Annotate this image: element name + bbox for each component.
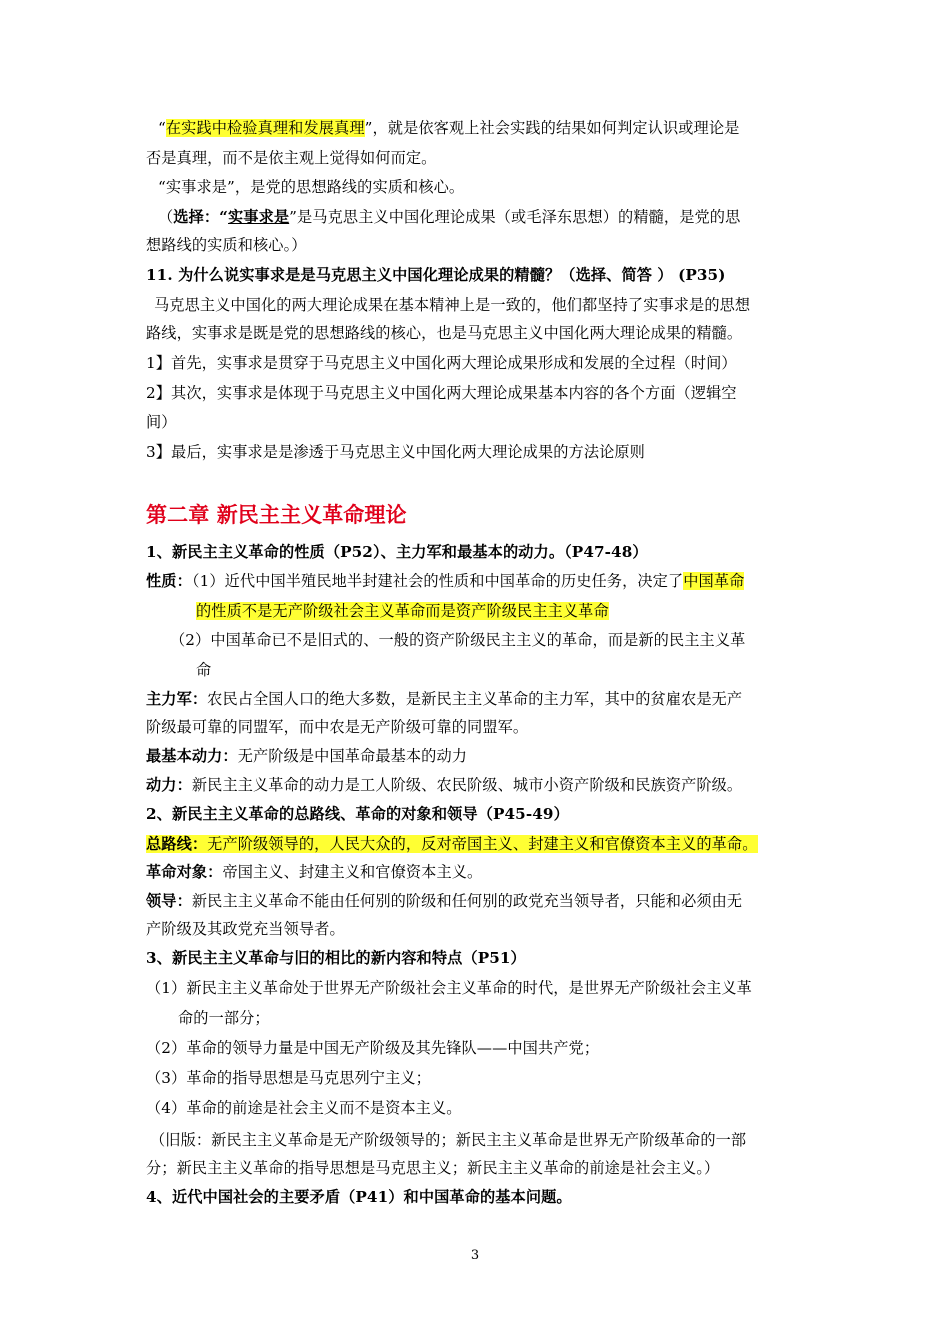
- paragraph-line: [146, 862, 482, 882]
- paragraph-line: 路线，实事求是既是党的思想路线的核心，也是马克思主义中国化两大理论成果的精髓。: [146, 324, 743, 342]
- paragraph-line: “实事求是”，是党的思想路线的实质和核心。: [158, 178, 465, 196]
- paragraph-line: [146, 746, 467, 766]
- paragraph-line: [146, 571, 744, 591]
- paragraph-line: [158, 207, 740, 227]
- paragraph-line: 2】其次，实事求是体现于马克思主义中国化两大理论成果基本内容的各个方面（逻辑空: [146, 384, 737, 402]
- question-heading: 11. 为什么说实事求是是马克思主义中国化理论成果的精髓？（选择、简答 ） (P35): [146, 266, 726, 284]
- paragraph-line: 产阶级及其政党充当领导者。: [146, 920, 345, 938]
- question-heading: 4、近代中国社会的主要矛盾（P41）和中国革命的基本问题。: [146, 1188, 572, 1206]
- highlighted-text: 无产阶级领导的，人民大众的，反对帝国主义、封建主义和官僚资本主义的革命。: [207, 835, 758, 853]
- list-item: （3）革命的指导思想是马克思列宁主义；: [146, 1069, 431, 1087]
- list-item: （4）革命的前途是社会主义而不是资本主义。: [146, 1099, 462, 1117]
- question-heading: 2、新民主主义革命的总路线、革命的对象和领导（P45-49）: [146, 805, 569, 823]
- list-item: （2）革命的领导力量是中国无产阶级及其先锋队——中国共产党；: [146, 1039, 600, 1057]
- paragraph-line: 马克思主义中国化的两大理论成果在基本精神上是一致的，他们都坚持了实事求是的思想: [154, 296, 751, 314]
- text: 帝国主义、封建主义和官僚资本主义。: [222, 863, 483, 881]
- highlighted-text: 在实践中检验真理和发展真理: [165, 119, 365, 137]
- question-heading: 3、新民主主义革命与旧的相比的新内容和特点（P51）: [146, 949, 526, 967]
- label: 革命对象：: [146, 863, 223, 881]
- label: 主力军：: [146, 690, 208, 708]
- bold-underline-text: 实事求是: [228, 208, 290, 226]
- paragraph-line: [146, 689, 742, 709]
- label: 动力：: [146, 776, 192, 794]
- list-item: 命的一部分；: [178, 1009, 270, 1027]
- label: 领导：: [146, 892, 192, 910]
- text: （: [158, 208, 174, 226]
- text: “: [158, 119, 166, 137]
- paragraph-line: [146, 891, 742, 911]
- text: （1）近代中国半殖民地半封建社会的性质和中国革命的历史任务，决定了: [191, 572, 684, 590]
- paragraph-line: （2）中国革命已不是旧式的、一般的资产阶级民主主义的革命，而是新的民主主义革: [170, 631, 746, 649]
- paragraph-line: [158, 118, 739, 138]
- paragraph-line: [196, 601, 609, 621]
- list-item: （1）新民主主义革命处于世界无产阶级社会主义革命的时代，是世界无产阶级社会主义革: [146, 979, 752, 997]
- paragraph-line: 1】首先，实事求是贯穿于马克思主义中国化两大理论成果形成和发展的全过程（时间）: [146, 354, 737, 372]
- paragraph-line: 分；新民主主义革命的指导思想是马克思主义；新民主主义革命的前途是社会主义。）: [146, 1159, 720, 1177]
- paragraph-line: 命: [196, 661, 212, 679]
- paragraph-line: 阶级最可靠的同盟军，而中农是无产阶级可靠的同盟军。: [146, 718, 529, 736]
- highlighted-label: 总路线：: [146, 835, 208, 853]
- paragraph-line: 3】最后，实事求是是渗透于马克思主义中国化两大理论成果的方法论原则: [146, 443, 645, 461]
- page-number: 3: [470, 1248, 480, 1263]
- text: ”，就是依客观上社会实践的结果如何判定认识或理论是: [364, 119, 740, 137]
- paragraph-line: 想路线的实质和核心。）: [146, 236, 307, 254]
- text: 新民主主义革命不能由任何别的阶级和任何别的政党充当领导者，只能和必须由无: [191, 892, 743, 910]
- paragraph-line: [146, 834, 758, 854]
- paragraph-line: 否是真理，而不是依主观上觉得如何而定。: [146, 149, 437, 167]
- label: 性质：: [146, 572, 192, 590]
- text: 农民占全国人口的绝大多数，是新民主主义革命的主力军，其中的贫雇农是无产: [207, 690, 743, 708]
- paragraph-line: 间）: [146, 413, 177, 431]
- paragraph-line: [146, 775, 742, 795]
- text: 无产阶级是中国革命最基本的动力: [237, 747, 468, 765]
- highlighted-text: 的性质不是无产阶级社会主义革命而是资产阶级民主主义革命: [196, 602, 609, 620]
- question-heading: 1、新民主主义革命的性质（P52）、主力军和最基本的动力。（P47-48）: [146, 543, 648, 561]
- highlighted-text: 中国革命: [683, 572, 745, 590]
- paragraph-line: （旧版：新民主主义革命是无产阶级领导的；新民主主义革命是世界无产阶级革命的一部: [150, 1131, 747, 1149]
- text: 新民主主义革命的动力是工人阶级、农民阶级、城市小资产阶级和民族资产阶级。: [191, 776, 743, 794]
- bold-text: 选择：“: [173, 208, 228, 226]
- text: ”是马克思主义中国化理论成果（或毛泽东思想）的精髓，是党的思: [289, 208, 741, 226]
- chapter-title: 第二章 新民主主义革命理论: [146, 502, 407, 527]
- label: 最基本动力：: [146, 747, 238, 765]
